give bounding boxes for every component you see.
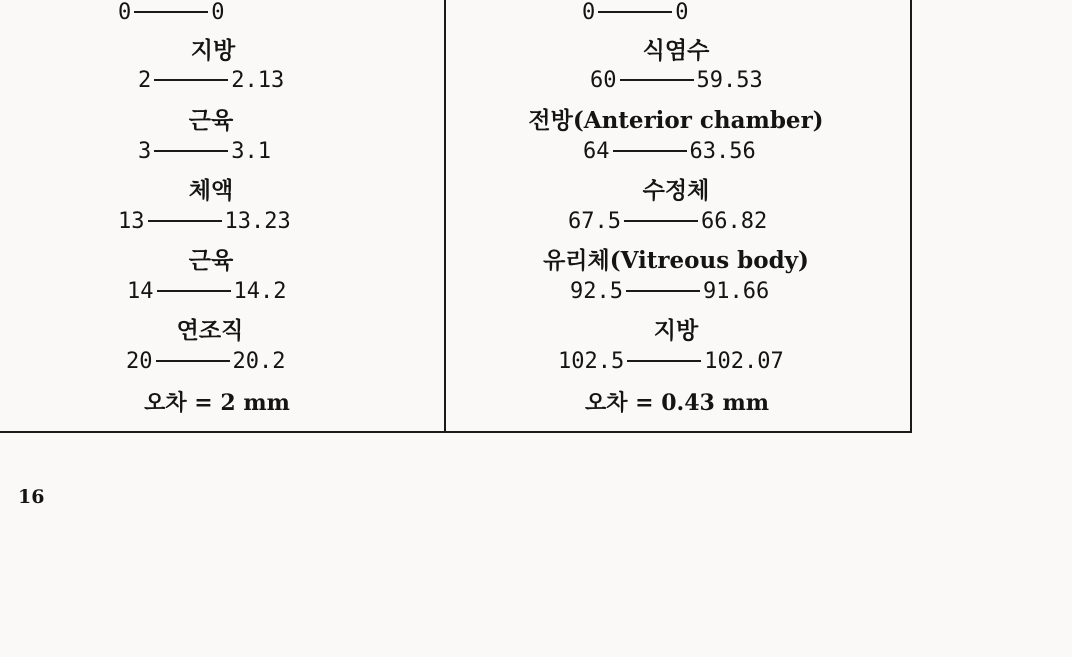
error-summary: 오차 = 2 mm — [144, 390, 290, 416]
connector-line — [148, 220, 222, 222]
computed-value: 13.23 — [224, 209, 291, 234]
value-pair — [126, 351, 285, 373]
connector-line — [624, 220, 698, 222]
measured-value: 0 — [118, 0, 132, 25]
value-pair — [118, 2, 225, 24]
computed-value: 20.2 — [232, 349, 286, 374]
computed-value: 66.82 — [700, 209, 768, 234]
connector-line — [154, 150, 228, 152]
measured-value: 92.5 — [570, 279, 623, 304]
value-pair — [138, 141, 271, 163]
measured-value: 3 — [138, 139, 152, 164]
computed-value: 63.56 — [689, 139, 756, 164]
value-pair — [568, 211, 767, 233]
value-pair — [590, 70, 763, 92]
page-number: 16 — [18, 486, 45, 508]
tissue-label: 수정체 — [642, 177, 710, 204]
connector-line — [156, 360, 230, 362]
measured-value: 67.5 — [568, 209, 621, 234]
connector-line — [154, 79, 228, 81]
tissue-label: 근육 — [188, 247, 234, 274]
measured-value: 13 — [118, 209, 145, 234]
tissue-label: 유리체(Vitreous body) — [543, 247, 809, 274]
tissue-label: 연조직 — [176, 317, 244, 344]
connector-line — [626, 290, 700, 292]
tissue-label: 지방 — [653, 317, 699, 344]
measured-value: 2 — [138, 68, 152, 93]
measured-value: 14 — [127, 279, 154, 304]
tissue-label: 체액 — [188, 177, 234, 204]
column-divider — [444, 0, 446, 433]
computed-value: 14.2 — [233, 279, 287, 304]
error-summary: 오차 = 0.43 mm — [584, 390, 770, 416]
value-pair — [570, 281, 769, 303]
computed-value: 59.53 — [696, 68, 763, 93]
connector-line — [598, 11, 672, 13]
tissue-label: 지방 — [190, 37, 236, 64]
computed-value: 3.1 — [231, 139, 271, 164]
computed-value: 91.66 — [702, 279, 770, 304]
tissue-label: 식염수 — [642, 37, 710, 64]
value-pair — [558, 351, 784, 373]
connector-line — [620, 79, 694, 81]
computed-value: 0 — [211, 0, 225, 25]
value-pair — [582, 2, 689, 24]
measured-value: 20 — [126, 349, 153, 374]
measured-value: 102.5 — [558, 349, 625, 374]
connector-line — [157, 290, 231, 292]
computed-value: 102.07 — [704, 349, 784, 374]
value-pair — [583, 141, 756, 163]
measured-value: 60 — [590, 68, 617, 93]
tissue-label: 근육 — [188, 107, 234, 134]
connector-line — [134, 11, 208, 13]
connector-line — [627, 360, 701, 362]
value-pair — [127, 281, 286, 303]
computed-value: 2.13 — [231, 68, 285, 93]
tissue-label: 전방(Anterior chamber) — [528, 107, 824, 134]
value-pair — [138, 70, 284, 92]
computed-value: 0 — [675, 0, 689, 25]
measured-value: 0 — [582, 0, 596, 25]
measured-value: 64 — [583, 139, 610, 164]
value-pair — [118, 211, 291, 233]
connector-line — [613, 150, 687, 152]
